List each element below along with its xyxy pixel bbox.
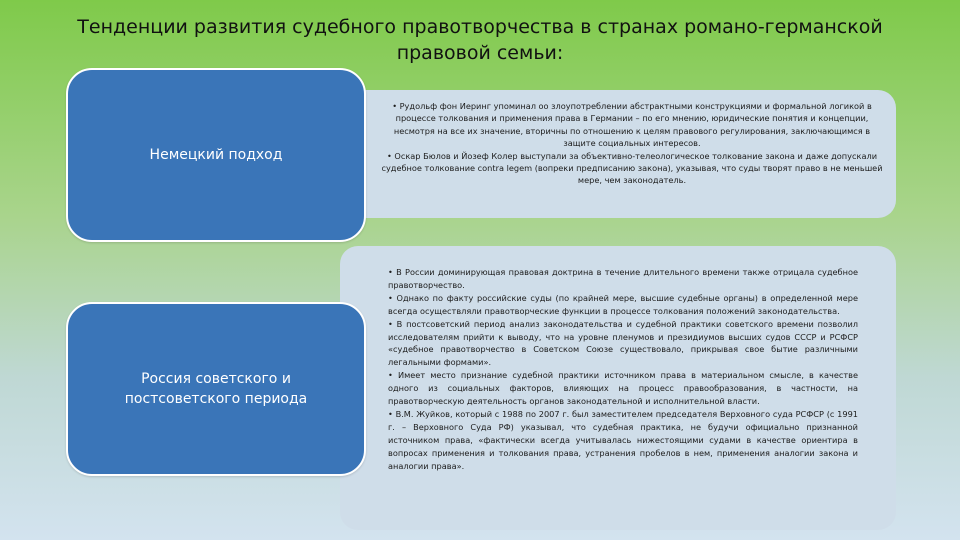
german-approach-text-panel — [340, 90, 896, 218]
russia-label: Россия советского и постсоветского периода — [124, 371, 308, 407]
russia-text-panel — [340, 246, 896, 530]
list-item: • Имеет место признание судебной практики источником права в материальном смысле, в качестве одного из социальных факторов, влияющих на процесс правообразования, в частности, на правотворческую деятельность органов законодательной и исполнительной власти. — [388, 370, 858, 407]
list-item: • В.М. Жуйков, который с 1988 по 2007 г. был заместителем председателя Верховного суда РСФСР (с 1991 г. – Верховного Суда РФ) указывал, что судебная практика, не будучи официально признанной источником права, «фактически всегда учитывалась нижестоящими судами в качестве ориентира в вопросах применения и толкования права, устранения пробелов в нем, применения аналогии закона и аналогии права». — [388, 408, 858, 471]
list-item: • Оскар Бюлов и Йозеф Колер выступали за объективно-телеологическое толкование закона и даже допускали судебное толкование contra legem (вопреки предписанию закона), указывая, что суды творят право в не меньшей мере, чем законодатель. — [381, 150, 883, 186]
list-item: • Однако по факту российские суды (по крайней мере, высшие судебные органы) в определенной мере всегда осуществляли правотворческие функции в процессе толкования положений законодательства. — [388, 292, 858, 316]
list-item: • В постсоветский период анализ законодательства и судебной практики советского времени позволил исследователям прийти к выводу, что на уровне пленумов и президиумов высших судов СССР и РСФСР «судебное правотворчество в Советском Союзе существовало, прикрывая свое бытие различными легальными формами». — [388, 318, 858, 368]
list-item: • В России доминирующая правовая доктрина в течение длительного времени также отрицала судебное правотворчество. — [388, 267, 858, 290]
slide-title: Тенденции развития судебного правотворчества в странах романо-германской правовой семьи: — [77, 16, 883, 64]
russia-text — [388, 266, 858, 473]
german-approach-label-box — [66, 68, 366, 242]
russia-label-box — [66, 302, 366, 476]
list-item: • Рудольф фон Иеринг упоминал оо злоупотреблении абстрактными конструкциями и формальной логикой в процессе толкования и применения права в Германии – по его мнению, юридические понятия и концепции, несмотря на все их значение, вторичны по отношению к целям правового регулирования, заключающимся в защите социальных интересов. — [392, 101, 872, 149]
german-approach-text — [380, 100, 884, 187]
german-approach-label: Немецкий подход — [149, 147, 283, 163]
